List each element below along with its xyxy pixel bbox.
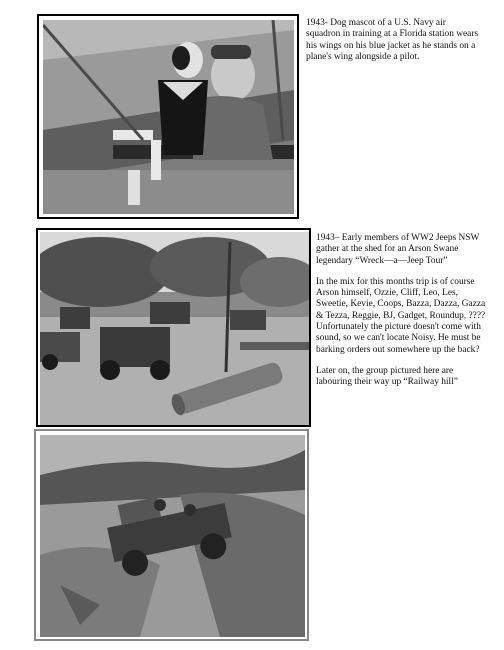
mascot-photo [43,20,294,214]
jeeps-photo [40,232,309,425]
jeeps-photo-frame [36,228,311,427]
mascot-photo-frame [37,14,299,219]
jeeps-intro-text: 1943– Early members of WW2 Jeeps NSW gather at the shed for an Arson Swane legendary “Wreck—a—Jeep Tour” [316,233,480,266]
hill-photo [40,435,305,637]
jeeps-caption [316,233,486,399]
jeeps-mix-text: In the mix for this months trip is of course Arson himself, Ozzie, Cliff, Leo, Les, Sweetie, Kevie, Coops, Bazza, Dazza, Gazza & Tezza, Reggie, BJ, Gadget, Roundup, ???? Unfortunately the picture doesn't come with sound, so we can't locate Noisy. He must be barking orders out somewhere up the back? [316,276,486,355]
mascot-caption [306,18,482,73]
mascot-caption-text: 1943- Dog mascot of a U.S. Navy air squadron in training at a Florida station wears his wings on his blue jacket as he stands on a plane's wing alongside a pilot. [306,18,479,62]
railway-hill-text: Later on, the group pictured here are labouring their way up “Railway hill” [316,365,458,388]
hill-photo-frame [34,429,309,641]
